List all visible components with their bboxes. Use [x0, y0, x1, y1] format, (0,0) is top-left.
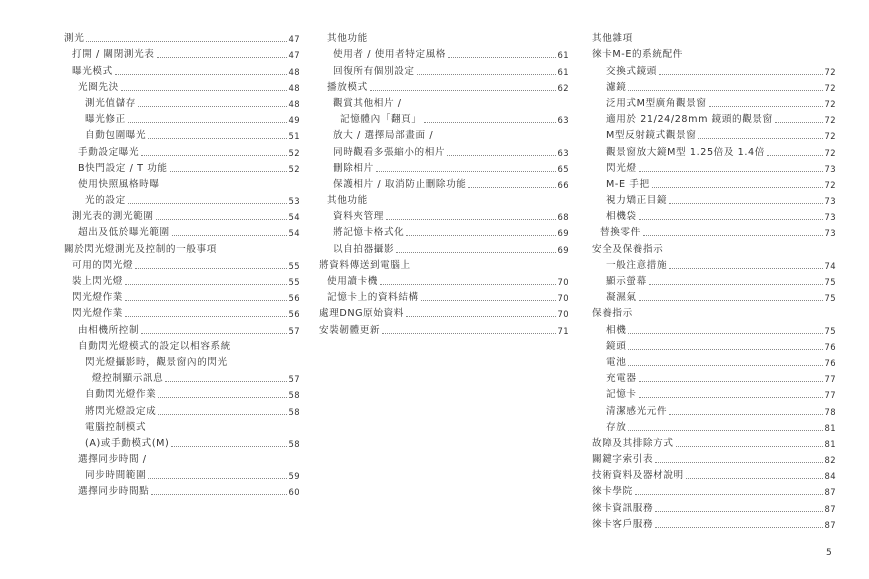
- toc-entry-page: 66: [557, 179, 569, 190]
- toc-entry-label: 超出及低於曝光範圍: [78, 227, 170, 239]
- toc-entry: [592, 272, 836, 288]
- toc-entry-label: 測光表的測光範圍: [72, 211, 154, 223]
- toc-leader-dots: [676, 446, 823, 447]
- toc-entry-page: 87: [824, 487, 836, 498]
- toc-entry-label: 播放模式: [327, 81, 368, 93]
- toc-leader-dots: [655, 462, 822, 463]
- toc-entry: [64, 94, 300, 110]
- toc-entry-label: 將記憶卡格式化: [333, 227, 405, 239]
- toc-entry-label: 電池: [606, 356, 627, 368]
- toc-leader-dots: [380, 284, 556, 285]
- toc-entry: [592, 223, 836, 239]
- toc-entry-page: 73: [824, 212, 836, 223]
- toc-entry-page: 72: [824, 147, 836, 158]
- toc-leader-dots: [125, 300, 287, 301]
- toc-entry: [592, 401, 836, 417]
- toc-entry-label: 安全及保養指示: [592, 243, 664, 255]
- toc-entry-page: 48: [288, 98, 300, 109]
- toc-entry: [592, 482, 836, 498]
- toc-entry: [592, 45, 836, 61]
- toc-leader-dots: [417, 74, 556, 75]
- toc-entry: [64, 450, 300, 466]
- toc-entry: [64, 110, 300, 126]
- toc-entry: [319, 272, 569, 288]
- toc-leader-dots: [421, 300, 556, 301]
- toc-entry-label: 可用的閃光燈: [72, 259, 134, 271]
- toc-entry-page: 77: [824, 374, 836, 385]
- toc-entry: [64, 175, 300, 191]
- toc-leader-dots: [406, 316, 556, 317]
- toc-entry-label: 泛用式M型廣角觀景窗: [606, 97, 707, 109]
- toc-entry-label: (A)或手動模式(M): [85, 437, 170, 449]
- toc-column-1: [64, 29, 300, 498]
- toc-entry-page: 76: [824, 357, 836, 368]
- toc-leader-dots: [158, 414, 286, 415]
- toc-entry-page: 72: [824, 66, 836, 77]
- toc-entry-label: M-E 手把: [606, 178, 650, 190]
- toc-entry: [592, 418, 836, 434]
- toc-entry: [64, 256, 300, 272]
- toc-entry-page: 73: [824, 196, 836, 207]
- toc-entry-label: 選擇同步時間點: [78, 486, 150, 498]
- toc-entry: [64, 288, 300, 304]
- toc-entry-page: 72: [824, 179, 836, 190]
- toc-entry-label: 使用者 / 使用者特定風格: [333, 49, 447, 61]
- toc-entry-label: 電腦控制模式: [85, 421, 147, 433]
- toc-entry: [319, 159, 569, 175]
- toc-entry-label: 使用快照風格時曝: [78, 178, 160, 190]
- toc-entry-label: 清潔感光元件: [606, 405, 668, 417]
- toc-entry-label: 觀景窗放大鏡M型 1.25倍及 1.4倍: [606, 146, 765, 158]
- toc-entry-label: 徠卡學院: [592, 486, 633, 498]
- toc-leader-dots: [628, 333, 822, 334]
- toc-entry: [319, 45, 569, 61]
- toc-entry: [64, 29, 300, 45]
- toc-leader-dots: [669, 414, 822, 415]
- toc-leader-dots: [655, 511, 822, 512]
- toc-leader-dots: [767, 155, 823, 156]
- toc-entry: [592, 434, 836, 450]
- toc-entry: [319, 304, 569, 320]
- toc-leader-dots: [649, 284, 823, 285]
- toc-leader-dots: [669, 268, 822, 269]
- toc-leader-dots: [141, 155, 286, 156]
- toc-entry-page: 76: [824, 341, 836, 352]
- toc-entry: [592, 369, 836, 385]
- toc-entry-label: 凝濕氣: [606, 292, 637, 304]
- toc-entry: [592, 320, 836, 336]
- toc-entry-label: 自動包圍曝光: [85, 130, 147, 142]
- toc-entry-page: 82: [824, 455, 836, 466]
- toc-leader-dots: [86, 41, 286, 42]
- toc-entry: [592, 353, 836, 369]
- toc-leader-dots: [639, 300, 823, 301]
- toc-leader-dots: [121, 90, 287, 91]
- toc-leader-dots: [424, 122, 556, 123]
- toc-entry-page: 58: [288, 406, 300, 417]
- toc-entry-page: 63: [557, 147, 569, 158]
- toc-entry: [592, 78, 836, 94]
- toc-entry-label: 適用於 21/24/28mm 鏡頭的觀景窗: [606, 114, 773, 126]
- toc-entry-label: 觀賞其他相片 /: [333, 97, 402, 109]
- toc-entry: [592, 159, 836, 175]
- toc-entry-page: 49: [288, 115, 300, 126]
- toc-entry: [319, 94, 569, 110]
- toc-entry: [592, 450, 836, 466]
- toc-entry-page: 55: [288, 260, 300, 271]
- toc-leader-dots: [628, 349, 822, 350]
- toc-entry: [319, 78, 569, 94]
- toc-entry: [64, 126, 300, 142]
- toc-entry: [592, 110, 836, 126]
- toc-leader-dots: [148, 138, 286, 139]
- toc-entry: [592, 61, 836, 77]
- toc-entry-label: 以自拍器攝影: [333, 243, 395, 255]
- toc-leader-dots: [686, 478, 823, 479]
- toc-leader-dots: [406, 235, 555, 236]
- toc-entry: [319, 110, 569, 126]
- toc-entry-label: 徠卡客戶服務: [592, 518, 654, 530]
- toc-entry-page: 72: [824, 98, 836, 109]
- toc-leader-dots: [386, 219, 556, 220]
- toc-entry-label: 記憶體內「翻頁」: [340, 114, 422, 126]
- toc-entry-page: 87: [824, 519, 836, 530]
- toc-entry-label: 裝上閃光燈: [72, 276, 123, 287]
- toc-entry: [592, 337, 836, 353]
- toc-entry-page: 51: [288, 131, 300, 142]
- toc-entry-label: 燈控制顯示訊息: [92, 373, 164, 385]
- toc-entry: [319, 191, 569, 207]
- toc-leader-dots: [639, 171, 823, 172]
- toc-entry-label: 鏡頭: [606, 340, 627, 352]
- toc-entry-page: 68: [557, 212, 569, 223]
- toc-entry-page: 61: [557, 50, 569, 61]
- toc-entry: [64, 418, 300, 434]
- toc-entry: [64, 61, 300, 77]
- toc-entry-label: 相機: [606, 324, 627, 336]
- toc-leader-dots: [165, 381, 286, 382]
- toc-entry: [319, 175, 569, 191]
- toc-entry-label: 使用讀卡機: [327, 276, 378, 287]
- toc-entry: [592, 304, 836, 320]
- toc-entry-page: 73: [824, 163, 836, 174]
- toc-entry-label: 充電器: [606, 373, 637, 385]
- toc-entry-label: 測光值儲存: [85, 97, 136, 109]
- toc-leader-dots: [148, 478, 286, 479]
- toc-leader-dots: [628, 90, 822, 91]
- toc-entry-page: 72: [824, 115, 836, 126]
- toc-entry: [64, 207, 300, 223]
- toc-entry: [64, 45, 300, 61]
- toc-entry-label: 手動設定曝光: [78, 146, 140, 158]
- toc-leader-dots: [659, 74, 823, 75]
- toc-entry-label: 由相機所控制: [78, 324, 140, 336]
- toc-entry-label: B快門設定 / T 功能: [78, 162, 168, 174]
- toc-entry: [592, 385, 836, 401]
- toc-entry: [592, 191, 836, 207]
- toc-entry: [319, 61, 569, 77]
- toc-entry-label: 其他雜項: [592, 33, 633, 45]
- toc-entry-page: 71: [557, 325, 569, 336]
- toc-entry: [319, 256, 569, 272]
- toc-entry-label: 顯示螢幕: [606, 276, 647, 287]
- toc-entry-label: 刪除相片: [333, 162, 374, 174]
- toc-entry-page: 58: [288, 390, 300, 401]
- toc-entry-page: 55: [288, 277, 300, 287]
- toc-entry: [64, 272, 300, 288]
- toc-entry-page: 52: [288, 163, 300, 174]
- toc-entry-label: 關鍵字索引表: [592, 454, 654, 466]
- toc-leader-dots: [468, 187, 555, 188]
- toc-entry-label: 閃光燈攝影時，觀景窗內的閃光: [85, 356, 228, 368]
- toc-entry-page: 52: [288, 147, 300, 158]
- toc-entry-page: 70: [557, 309, 569, 320]
- toc-entry: [592, 175, 836, 191]
- toc-entry: [64, 482, 300, 498]
- toc-leader-dots: [138, 106, 287, 107]
- toc-entry-label: 保養指示: [592, 308, 633, 320]
- toc-column-3: [592, 29, 836, 531]
- toc-leader-dots: [652, 187, 823, 188]
- toc-entry: [592, 466, 836, 482]
- toc-entry-label: 自動閃光燈模式的設定以相容系統: [78, 340, 231, 352]
- toc-entry-page: 58: [288, 438, 300, 449]
- toc-leader-dots: [135, 268, 286, 269]
- toc-entry-page: 72: [824, 131, 836, 142]
- toc-entry-page: 77: [824, 390, 836, 401]
- toc-entry-label: 故障及其排除方式: [592, 437, 674, 449]
- toc-entry-page: 59: [288, 471, 300, 482]
- toc-entry-page: 65: [557, 163, 569, 174]
- toc-leader-dots: [158, 397, 286, 398]
- toc-entry-page: 70: [557, 277, 569, 287]
- toc-entry-page: 54: [288, 228, 300, 239]
- toc-entry-page: 69: [557, 244, 569, 255]
- toc-entry-page: 48: [288, 82, 300, 93]
- toc-entry-page: 72: [824, 82, 836, 93]
- toc-entry: [64, 191, 300, 207]
- toc-entry: [592, 142, 836, 158]
- toc-entry-page: 56: [288, 293, 300, 304]
- toc-entry-label: 同步時間範圍: [85, 470, 147, 482]
- toc-entry-label: 閃光燈作業: [72, 292, 123, 304]
- toc-entry-label: 濾鏡: [606, 81, 627, 93]
- toc-entry: [64, 320, 300, 336]
- toc-entry-page: 81: [824, 422, 836, 433]
- toc-entry-label: 資料夾管理: [333, 211, 384, 223]
- toc-entry: [592, 256, 836, 272]
- toc-entry: [64, 434, 300, 450]
- toc-leader-dots: [447, 155, 555, 156]
- toc-leader-dots: [128, 122, 287, 123]
- toc-entry-page: 56: [288, 309, 300, 320]
- toc-leader-dots: [125, 316, 287, 317]
- toc-entry-page: 57: [288, 325, 300, 336]
- toc-entry-page: 75: [824, 293, 836, 304]
- toc-entry: [592, 498, 836, 514]
- toc-entry: [64, 401, 300, 417]
- toc-entry-label: 同時觀看多張縮小的相片: [333, 146, 446, 158]
- toc-leader-dots: [171, 446, 286, 447]
- toc-leader-dots: [643, 235, 823, 236]
- toc-entry-page: 74: [824, 260, 836, 271]
- toc-entry-label: 回復所有個別設定: [333, 65, 415, 77]
- toc-entry: [592, 126, 836, 142]
- toc-entry: [592, 94, 836, 110]
- toc-leader-dots: [639, 381, 823, 382]
- toc-entry-label: 視力矯正目鏡: [606, 195, 668, 207]
- toc-leader-dots: [639, 219, 823, 220]
- toc-entry-label: 保護相片 / 取消防止刪除功能: [333, 178, 467, 190]
- toc-entry-label: 徠卡資訊服務: [592, 502, 654, 514]
- toc-entry: [592, 29, 836, 45]
- toc-entry: [592, 207, 836, 223]
- toc-leader-dots: [775, 122, 823, 123]
- toc-leader-dots: [635, 494, 823, 495]
- toc-entry-label: 放大 / 選擇局部畫面 /: [333, 130, 434, 142]
- toc-entry-label: M型反射鏡式觀景窗: [606, 130, 697, 142]
- toc-entry-label: 曝光模式: [72, 65, 113, 77]
- toc-entry-page: 57: [288, 374, 300, 385]
- toc-entry-page: 47: [288, 50, 300, 61]
- toc-entry-page: 87: [824, 503, 836, 514]
- toc-entry-label: 技術資料及器材說明: [592, 470, 684, 482]
- toc-entry: [64, 466, 300, 482]
- toc-entry-label: 將資料傳送到電腦上: [319, 259, 411, 271]
- toc-leader-dots: [172, 235, 287, 236]
- toc-entry-label: 徠卡M-E的系統配件: [592, 49, 683, 61]
- toc-leader-dots: [628, 430, 822, 431]
- toc-entry-label: 相機袋: [606, 211, 637, 223]
- toc-leader-dots: [156, 219, 287, 220]
- toc-column-2: [319, 29, 569, 337]
- toc-entry-page: 48: [288, 66, 300, 77]
- toc-entry-label: 選擇同步時間 /: [78, 454, 147, 466]
- toc-entry-page: 73: [824, 228, 836, 239]
- toc-entry-label: 光圈先決: [78, 81, 119, 93]
- toc-entry: [64, 304, 300, 320]
- toc-entry-label: 處理DNG原始資料: [319, 308, 404, 320]
- toc-entry: [64, 142, 300, 158]
- toc-leader-dots: [709, 106, 823, 107]
- page-number: 5: [826, 548, 833, 558]
- toc-entry-label: 其他功能: [327, 33, 368, 45]
- toc-entry: [319, 126, 569, 142]
- toc-entry: [64, 223, 300, 239]
- toc-entry-label: 將閃光燈設定成: [85, 405, 157, 417]
- toc-leader-dots: [669, 203, 822, 204]
- toc-entry-label: 測光: [64, 33, 85, 45]
- toc-leader-dots: [115, 74, 287, 75]
- toc-entry: [319, 239, 569, 255]
- toc-entry: [319, 288, 569, 304]
- toc-entry-label: 交換式鏡頭: [606, 65, 657, 77]
- toc-entry-page: 69: [557, 228, 569, 239]
- toc-entry-page: 70: [557, 293, 569, 304]
- toc-entry-label: 存放: [606, 421, 627, 433]
- toc-entry-label: 光的設定: [85, 195, 126, 207]
- toc-leader-dots: [698, 138, 822, 139]
- toc-entry-page: 75: [824, 325, 836, 336]
- toc-entry-page: 84: [824, 471, 836, 482]
- toc-entry-page: 54: [288, 212, 300, 223]
- toc-entry-page: 78: [824, 406, 836, 417]
- toc-entry-label: 記憶卡上的資料結構: [327, 292, 419, 304]
- toc-entry: [64, 159, 300, 175]
- toc-entry: [64, 369, 300, 385]
- toc-entry: [64, 385, 300, 401]
- toc-entry: [64, 239, 300, 255]
- toc-entry-page: 60: [288, 487, 300, 498]
- toc-leader-dots: [448, 57, 555, 58]
- toc-entry: [319, 223, 569, 239]
- toc-leader-dots: [396, 252, 555, 253]
- toc-entry-label: 一般注意措施: [606, 259, 668, 271]
- toc-leader-dots: [628, 365, 822, 366]
- toc-entry: [64, 353, 300, 369]
- toc-leader-dots: [370, 90, 556, 91]
- toc-entry-label: 閃光燈: [606, 162, 637, 174]
- toc-entry-label: 曝光修正: [85, 114, 126, 126]
- toc-entry-label: 閃光燈作業: [72, 308, 123, 320]
- toc-entry-label: 替換零件: [600, 227, 641, 239]
- toc-entry: [319, 142, 569, 158]
- toc-entry-label: 安裝韌體更新: [319, 324, 381, 336]
- toc-entry-page: 81: [824, 438, 836, 449]
- toc-entry-page: 75: [824, 277, 836, 287]
- toc-entry: [592, 288, 836, 304]
- toc-entry: [64, 78, 300, 94]
- toc-entry: [319, 207, 569, 223]
- toc-leader-dots: [170, 171, 287, 172]
- toc-entry-page: 62: [557, 82, 569, 93]
- toc-entry: [64, 337, 300, 353]
- toc-entry-label: 關於閃光燈測光及控制的一般事項: [64, 243, 217, 255]
- toc-entry: [319, 320, 569, 336]
- toc-entry-label: 記憶卡: [606, 389, 637, 401]
- toc-leader-dots: [128, 203, 287, 204]
- toc-leader-dots: [151, 494, 286, 495]
- toc-entry-page: 53: [288, 196, 300, 207]
- toc-leader-dots: [382, 333, 555, 334]
- toc-entry: [592, 515, 836, 531]
- toc-entry: [592, 239, 836, 255]
- toc-leader-dots: [376, 171, 556, 172]
- toc-entry: [319, 29, 569, 45]
- toc-entry-page: 47: [288, 34, 300, 45]
- toc-entry-label: 打開 / 關閉測光表: [72, 49, 155, 61]
- toc-leader-dots: [125, 284, 287, 285]
- toc-leader-dots: [157, 57, 287, 58]
- toc-entry-label: 其他功能: [327, 195, 368, 207]
- toc-leader-dots: [639, 397, 823, 398]
- toc-entry-label: 自動閃光燈作業: [85, 389, 157, 401]
- toc-entry-page: 63: [557, 115, 569, 126]
- toc-leader-dots: [655, 527, 822, 528]
- toc-entry-page: 61: [557, 66, 569, 77]
- toc-leader-dots: [141, 333, 286, 334]
